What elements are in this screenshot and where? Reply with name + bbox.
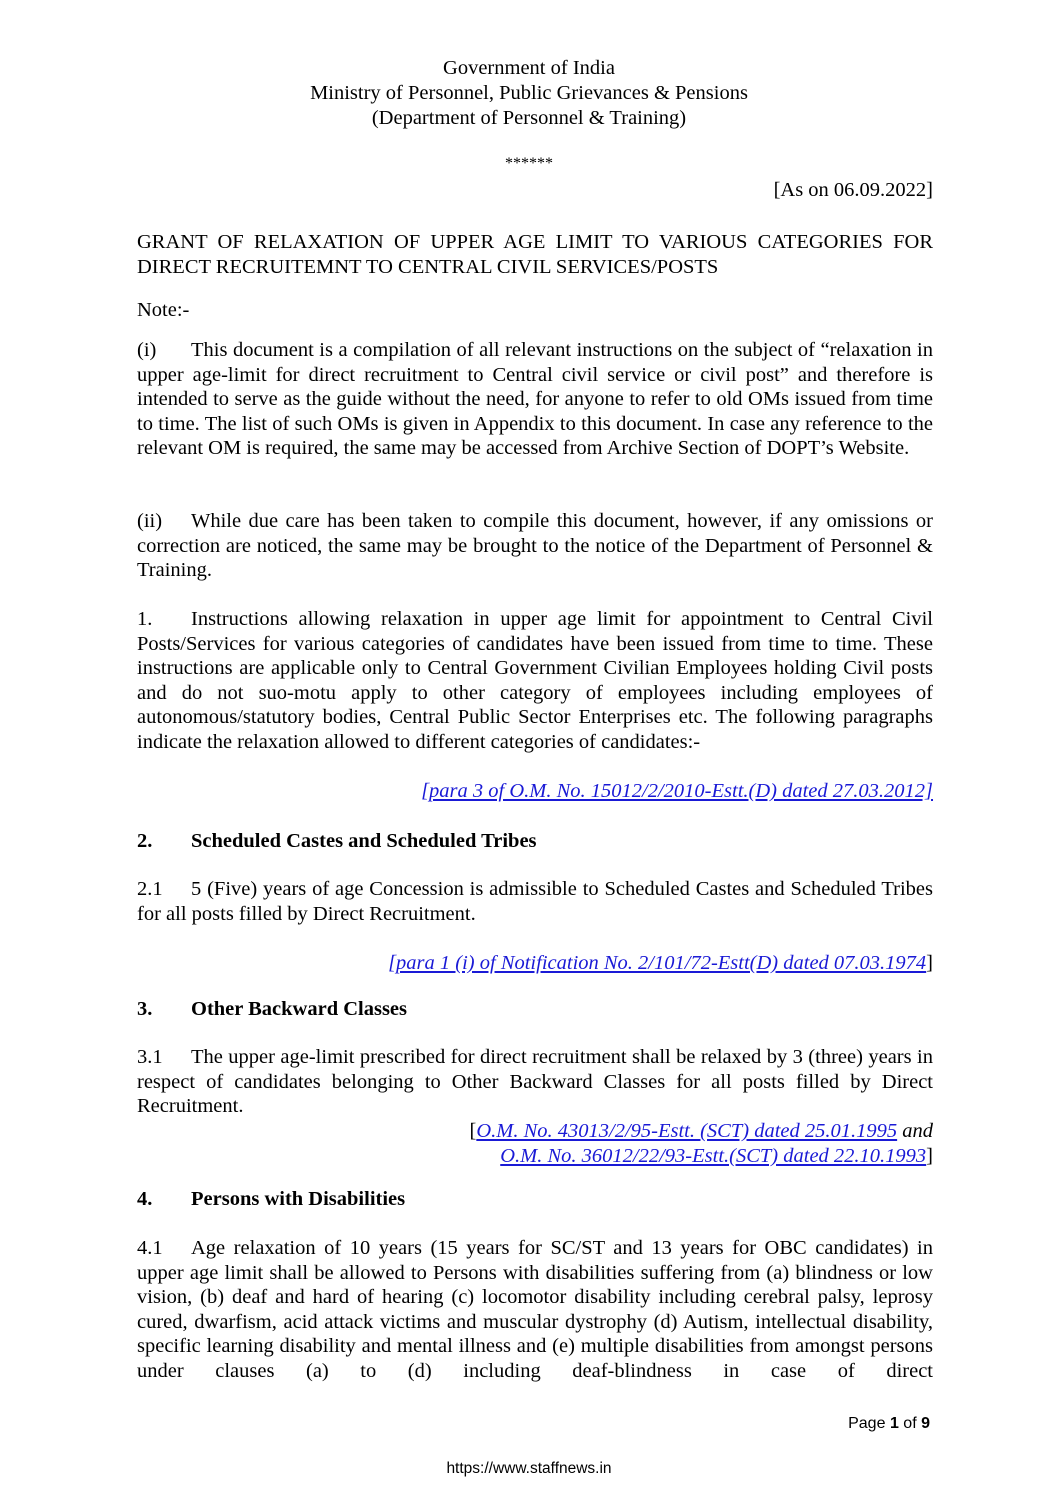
section-1 — [137, 607, 933, 754]
section-2-heading — [137, 829, 933, 854]
section-2-number: 2. — [137, 830, 153, 852]
note-label: Note:- — [137, 299, 190, 321]
website-watermark: https://www.staffnews.in — [446, 1460, 612, 1477]
note-text-i: This document is a compilation of all relevant instructions on the subject of “relaxation in upper age-limit for direct recruitment to Central civil service or civil post” and therefore is intended to serve as the guide without the need, for anyone to refer to old OMs issued from time to time. The list of such OMs is given in Appendix to this document. In case any reference to the relevant OM is required, the same may be accessed from Archive Section of DOPT’s Website. — [137, 339, 933, 459]
section-4-1 — [137, 1236, 933, 1383]
note-marker-i: (i) — [137, 339, 157, 361]
section-3-heading — [137, 997, 933, 1022]
section-3-number: 3. — [137, 998, 153, 1020]
page-current: 1 — [889, 1415, 899, 1432]
page-label: Page — [848, 1415, 886, 1432]
header-government: Government of India — [443, 57, 615, 79]
section-3-ref-open: [ — [469, 1120, 477, 1142]
section-3-1-number: 3.1 — [137, 1046, 163, 1068]
section-2-ref-link[interactable]: [para 1 (i) of Notification No. 2/101/72-Estt(D) dated 07.03.1974 — [388, 952, 927, 974]
title-line-1: GRANT OF RELAXATION OF UPPER AGE LIMIT TO VARIOUS CATEGORIES FOR — [137, 231, 933, 253]
header-separator: ****** — [505, 155, 553, 172]
section-4-heading — [137, 1187, 933, 1212]
section-2-1 — [137, 877, 933, 926]
section-2-1-number: 2.1 — [137, 878, 163, 900]
section-3-reference — [137, 1119, 933, 1168]
section-2-reference — [137, 951, 933, 976]
section-1-ref-link[interactable]: [para 3 of O.M. No. 15012/2/2010-Estt.(D) dated 27.03.2012] — [421, 780, 933, 802]
page-number — [848, 1412, 930, 1437]
section-3-ref-link-1[interactable]: O.M. No. 43013/2/95-Estt. (SCT) dated 25.01.1995 — [476, 1120, 898, 1142]
section-1-reference — [137, 779, 933, 804]
section-4-1-text: Age relaxation of 10 years (15 years for SC/ST and 13 years for OBC candidates) in upper age limit shall be allowed to Persons with disabilities suffering from (a) blindness or low vision, (b) deaf and hard of hearing (c) locomotor disability including cerebral palsy, leprosy cured, dwarfism, acid attack victims and muscular dystrophy (d) Autism, intellectual disability, specific learning disability and mental illness and (e) multiple disabilities from amongst persons under clauses (a) to (d) including deaf-blindness in case of direct — [137, 1237, 933, 1382]
section-1-number: 1. — [137, 608, 153, 630]
section-4-title: Persons with Disabilities — [191, 1188, 406, 1210]
title-line-2: DIRECT RECRUITEMNT TO CENTRAL CIVIL SERVICES/POSTS — [137, 255, 719, 278]
header-ministry: Ministry of Personnel, Public Grievances & Pensions — [310, 82, 748, 104]
section-3-1-text: The upper age-limit prescribed for direct recruitment shall be relaxed by 3 (three) years in respect of candidates belonging to Other Backward Classes for all posts filled by Direct Recruitment. — [137, 1046, 933, 1117]
section-3-ref-close: ] — [926, 1144, 933, 1167]
document-title — [137, 230, 933, 279]
section-2-1-text: 5 (Five) years of age Concession is admissible to Scheduled Castes and Scheduled Tribes for all posts filled by Direct Recruitment. — [137, 878, 933, 925]
note-text-ii: While due care has been taken to compile this document, however, if any omissions or correction are noticed, the same may be brought to the notice of the Department of Personnel & Training. — [137, 510, 933, 581]
section-2-ref-close: ] — [926, 952, 933, 974]
section-4-number: 4. — [137, 1188, 153, 1210]
section-1-text: Instructions allowing relaxation in upper age limit for appointment to Central Civil Posts/Services for various categories of candidates have been issued from time to time. These instructions are applicable only to Central Government Civilian Employees holding Civil posts and do not suo-motu apply to other category of employees including employees of autonomous/statutory bodies, Central Public Sector Enterprises etc. The following paragraphs indicate the relaxation allowed to different categories of candidates:- — [137, 608, 933, 753]
page-of: of — [903, 1415, 917, 1432]
section-2-title: Scheduled Castes and Scheduled Tribes — [191, 830, 537, 852]
section-3-title: Other Backward Classes — [191, 998, 408, 1020]
section-4-1-number: 4.1 — [137, 1237, 163, 1259]
section-3-1 — [137, 1045, 933, 1119]
note-marker-ii: (ii) — [137, 510, 163, 532]
as-on-date: [As on 06.09.2022] — [773, 179, 933, 201]
section-3-ref-and: and — [897, 1120, 933, 1142]
page-total: 9 — [921, 1415, 930, 1432]
note-item-i — [137, 338, 933, 461]
section-3-ref-link-2[interactable]: O.M. No. 36012/22/93-Estt.(SCT) dated 22.10.1993 — [500, 1144, 927, 1167]
note-item-ii — [137, 509, 933, 583]
header-department: (Department of Personnel & Training) — [371, 107, 687, 129]
